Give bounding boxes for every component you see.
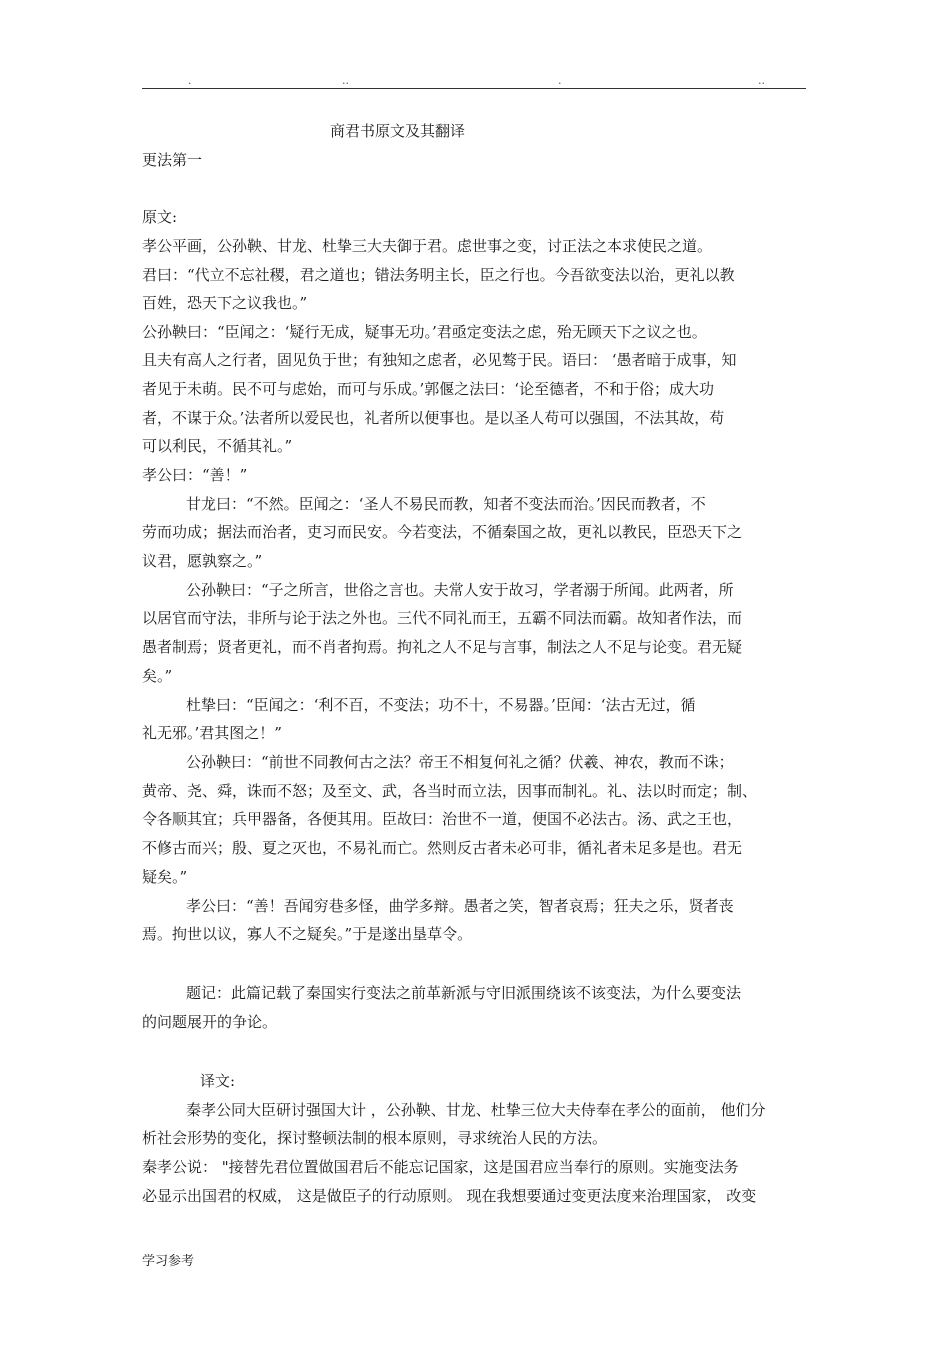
chapter-heading: 更法第一 [142, 151, 203, 169]
text-line: 君曰：“代立不忘社稷，君之道也；错法务明主长，臣之行也。今吾欲变法以治，更礼以教 [142, 266, 735, 284]
text-line: 礼无邪。’君其图之！” [142, 724, 282, 742]
text-line: 焉。拘世以议，寡人不之疑矣。”于是遂出垦草令。 [142, 925, 473, 943]
text-line: 题记：此篇记载了秦国实行变法之前革新派与守旧派围绕该不该变法，为什么要变法 [186, 984, 742, 1002]
page-footer: 学习参考 [142, 1254, 195, 1269]
text-line: 析社会形势的变化，探讨整顿法制的根本原则，寻求统治人民的方法。 [142, 1129, 608, 1147]
header-dot: . [558, 74, 562, 87]
header-dot: . [188, 74, 192, 87]
text-line: 的问题展开的争论。 [142, 1013, 278, 1031]
document-title: 商君书原文及其翻译 [330, 122, 466, 140]
text-line: 劳而功成；据法而治者，吏习而民安。今若变法，不循秦国之故，更礼以教民，臣恐天下之 [142, 523, 743, 541]
text-line: 公孙鞅曰：“臣闻之：‘疑行无成，疑事无功。’君亟定变法之虑，殆无顾天下之议之也。 [142, 323, 707, 341]
header-dot: .. [342, 74, 349, 87]
text-line: 不修古而兴；殷、夏之灭也，不易礼而亡。然则反古者未必可非，循礼者未足多是也。君无 [142, 839, 743, 857]
header-rule [142, 88, 806, 89]
text-line: 黄帝、尧、舜，诛而不怒；及至文、武，各当时而立法，因事而制礼。礼、法以时而定；制、 [142, 782, 758, 800]
text-line: 且夫有高人之行者，固见负于世；有独知之虑者，必见骜于民。语曰： ‘愚者暗于成事，知 [142, 351, 737, 369]
text-line: 矣。” [142, 667, 173, 685]
text-line: 杜挚曰：“臣闻之：‘利不百，不变法；功不十，不易器。’臣闻：‘法古无过，循 [186, 696, 696, 714]
text-line: 愚者制焉；贤者更礼，而不肖者拘焉。拘礼之人不足与言事，制法之人不足与论变。君无疑 [142, 638, 743, 656]
text-line: 者见于未萌。民不可与虑始，而可与乐成。’郭偃之法曰：‘论至德者，不和于俗；成大功 [142, 380, 715, 398]
text-line: 以居官而守法，非所与论于法之外也。三代不同礼而王，五霸不同法而霸。故知者作法，而 [142, 609, 743, 627]
text-line: 可以利民，不循其礼。” [142, 437, 293, 455]
text-line: 公孙鞅曰：“前世不同教何古之法？帝王不相复何礼之循？伏羲、神农，教而不诛； [186, 753, 734, 771]
text-line: 疑矣。” [142, 868, 188, 886]
text-line: 秦孝公说： "接替先君位置做国君后不能忘记国家，这是国君应当奉行的原则。实施变法务 [142, 1158, 739, 1176]
text-line: 秦孝公同大臣研讨强国大计 ，公孙鞅、甘龙、杜挚三位大夫侍奉在孝公的面前， 他们分 [186, 1101, 766, 1119]
header-dot: .. [758, 74, 765, 87]
text-line: 百姓，恐天下之议我也。” [142, 294, 308, 312]
text-line: 甘龙曰：“不然。臣闻之：‘圣人不易民而教，知者不变法而治。’因民而教者，不 [186, 495, 706, 513]
text-line: 者，不谋于众。’法者所以爱民也，礼者所以便事也。是以圣人苟可以强国，不法其故，苟 [142, 409, 725, 427]
text-line: 孝公平画，公孙鞅、甘龙、杜挚三大夫御于君。虑世事之变，讨正法之本求使民之道。 [142, 237, 713, 255]
text-line: 令各顺其宜；兵甲器备，各便其用。臣故曰：治世不一道，便国不必法古。汤、武之王也， [142, 810, 743, 828]
text-line: 译文: [200, 1072, 236, 1090]
text-line: 孝公曰：“善！” [142, 466, 248, 484]
text-line: 原文: [142, 208, 178, 226]
text-line: 议君，愿孰察之。” [142, 552, 263, 570]
text-line: 必显示出国君的权威， 这是做臣子的行动原则。 现在我想要通过变更法度来治理国家， 改变 [142, 1187, 757, 1205]
text-line: 公孙鞅曰：“子之所言，世俗之言也。夫常人安于故习，学者溺于所闻。此两者，所 [186, 581, 734, 599]
text-line: 孝公曰：“善！吾闻穷巷多怪，曲学多辩。愚者之笑，智者哀焉；狂夫之乐，贤者丧 [186, 897, 734, 915]
